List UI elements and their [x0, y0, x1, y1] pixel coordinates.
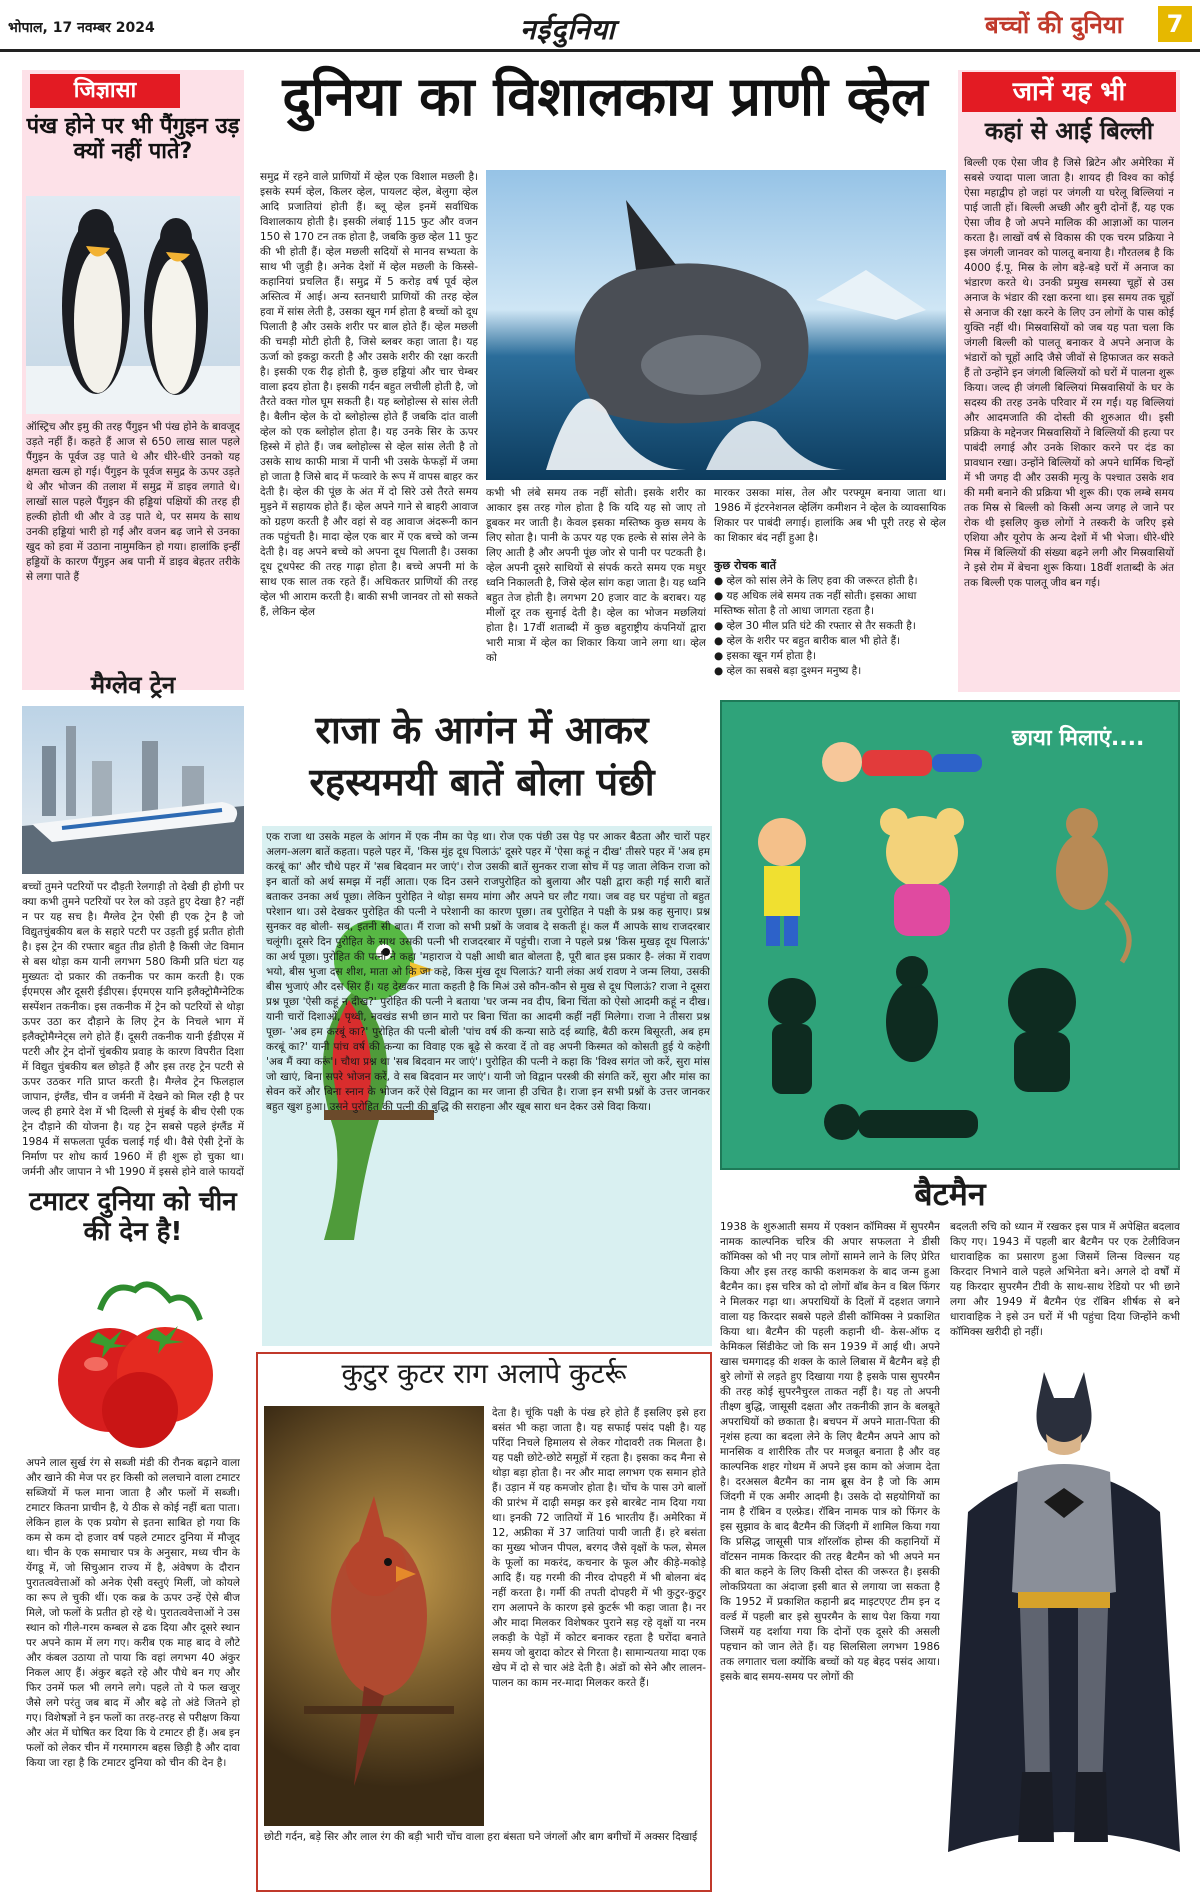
edition-date: भोपाल, 17 नवम्बर 2024: [8, 20, 155, 36]
whale-image: [486, 170, 946, 480]
page-number: 7: [1158, 6, 1192, 42]
whale-fact-item: ● व्हेल के शरीर पर बहुत बारीक बाल भी होते हैं।: [714, 635, 901, 647]
tomato-title: टमाटर दुनिया को चीन की देन है!: [29, 1187, 237, 1247]
whale-fact-text: व्हेल का सबसे बड़ा दुश्मन मनुष्य है।: [726, 665, 862, 677]
whale-body-col3: मारकर उसका मांस, तेल और परफ्यूम बनाया जाता था। 1986 में इंटरनेशनल व्हेलिंग कमीशन ने व्हेल के व्यावसायिक शिकार पर पाबंदी लगाई। हालांकि अब भी पूरी तरह से व्हेल का शिकार बंद नहीं हुआ है।: [714, 487, 946, 544]
batman-image: [948, 1372, 1180, 1892]
shadow-puzzle: [720, 700, 1180, 1170]
cartoon-boy-figure: [758, 818, 806, 946]
masthead-logo: नईदुनिया: [520, 13, 616, 46]
silhouette-2: [886, 956, 938, 1062]
cat-body: बिल्ली एक ऐसा जीव है जिसे ब्रिटेन और अमेरिका में सबसे ज्यादा पाला जाता है। शायद ही विश्व का कोई ऐसा महाद्वीप हो जहां पर जंगली या घरेलू बिल्लियां न पाई जाती हों। बिल्ली अच्छी और बुरी दोनों हैं, यह एक ऐसा जीव है जो अपने मालिक की आज्ञाओं का पालन करता है। लाखों वर्ष से विकास की एक चरम प्रक्रिया ने इस जंगली जानवर को पालतू बनाया है। गौरतलब है कि 4000 ई.पू. मिस्र के लोग बड़े-बड़े घरों में अनाज का भंडारण करते थे। उनकी प्रमुख समस्या चूहों से उस अनाज के भंडार की रक्षा करना था। इस समय तक चूहों से अनाज की रक्षा करने के लिए उन लोगों के पास कोई युक्ति नहीं थी। मिस्रवासियों को जब यह पता चला कि जंगली बिल्ली को पालतू बनाकर वे अपने अनाज के भंडारों को चूहों आदि जैसे जीवों से हिफाजत कर सकते हैं तो उन्होंने इन जंगली बिल्लियों को घरों में पालना शुरू किया। जल्द ही जंगली बिल्लियां मिस्रवासियों के घर के सदस्य की तरह उनके परिवार में रम गईं। यह बिल्लियां और आदमजाति की दोस्ती की शुरुआत थी। इसी प्रक्रिया के मद्देनजर मिस्रवासियों ने बिल्लियों की हत्या पर पाबंदी लगाई और उनके शिकार करने पर दंड का प्रावधान रखा। उन्होंने बिल्लियों को अपने धार्मिक चिन्हों में भी जगह दी और उसकी मृत्यु के पश्चात उसके शव की ममी बनाने की प्रक्रिया भी शुरू की। एक लम्बे समय तक मिस्र से बिल्ली को किसी अन्य जगह ले जाने पर रोक थी इसलिए कुछ लोगों ने तस्करी के जरिए इसे एशिया और यूरोप के अन्य देशों में भी भेजा। धीरे-धीरे मिस्र में बिल्लियों की संख्या बढ़ने लगी और मिस्रवासियों ने इसे रोम में बेचना शुरू किया। 18वीं शताब्दी के अंत तक बिल्ली एक पालतू जीव बन गई।: [964, 157, 1174, 589]
whale-fact-item: ● व्हेल को सांस लेने के लिए हवा की जरूरत होती है।: [714, 575, 918, 587]
batman-title: बैटमैन: [914, 1175, 986, 1213]
rat-figure: [1056, 808, 1129, 962]
maglev-title: मैग्लेव ट्रेन: [90, 671, 176, 699]
penguin-image: [26, 196, 240, 414]
silhouette-1: [768, 978, 816, 1094]
whale-body-col1: समुद्र में रहने वाले प्राणियों में व्हेल एक विशाल मछली है। इसके स्पर्म व्हेल, किलर व्हेल, पायलट व्हेल, बेलुगा व्हेल आदि प्रजातियां होती हैं। ब्लू व्हेल इनमें सर्वाधिक विशालकाय होती है। इसकी लंबाई 115 फुट और वजन 150 से 170 टन तक होता है, जबकि कुछ व्हेल 11 फुट की भी होती हैं। व्हेल मछली सदियों से मानव सभ्यता के साथ भी जुड़ी है। अनेक देशों में व्हेल मछली के किस्से-कहानियां प्रचलित हैं। समुद्र में 5 करोड़ वर्ष पूर्व व्हेल अस्तित्व में आई। अन्य स्तनधारी प्राणियों की तरह व्हेल हवा में सांस लेती है, उसका खून गर्म होता है बच्चों को दूध पिलाती है और उसके शरीर पर बाल होते हैं। व्हेल मछली की चमड़ी मोटी होती है, जिसे ब्लबर कहा जाता है। यह ऊर्जा को इकट्ठा करती है और उसके शरीर की रक्षा करती है। इसकी एक रीढ़ होती है, कुछ हड्डियां और चार चेम्बर वाला ह्रदय होता है। इसकी गर्दन बहुत लचीली होती है, जो तैरते वक्त गोल घूम सकती है। यह ब्लोहोल्स से सांस लेती है। बैलीन व्हेल के दो ब्लोहोल्स होते हैं जबकि दांत वाली व्हेल को एक ब्लोहोल होता है। यह उनके सिर के ऊपर हिस्से में होते हैं। जब ब्लोहोल्स से व्हेल सांस लेती है तो उसके साथ काफी मात्रा में पानी भी उसके फेफड़ों में जमा हो जाता है जिसे बाद में फव्वारे के रूप में वापस बाहर कर देती है। व्हेल की पूंछ के अंत में दो सिरे उसे तैरते समय मुड़ने में सहायक होते हैं। व्हेल अपने गाने से बाहरी आवाज को ग्रहण करती है और वहां से वह आवाज अंदरूनी कान तक पहुंचती है। मादा व्हेल एक बार में एक बच्चे को जन्म देती है। वह अपने बच्चे को अपना दूध पिलाती है। उसका दूध टूथपेस्ट की तरह गाढ़ा होता है। बच्चे अपनी मां के साथ एक साल तक रहते हैं। अधिकतर प्राणियों की तरह व्हेल भी आराम करती है। बाकी सभी जानवर तो सो सकते हैं, लेकिन व्हेल: [260, 171, 478, 618]
whale-body-col2: कभी भी लंबे समय तक नहीं सोती। इसके शरीर का आकार इस तरह गोल होता है कि यदि यह सो जाए तो डूबकर मर जाती है। केवल इसका मस्तिष्क कुछ समय के लिए सोता है। पानी के ऊपर यह एक हल्के से सांस लेने के लिए आती है और अपनी पूंछ जोर से पानी पर पटकती है। व्हेल अपनी दूसरे साथियों से संपर्क करते समय एक मधुर ध्वनि निकालती है, जिसे व्हेल सांग कहा जाता है। यह ध्वनि बहुत तेज होती है। लगभग 20 हजार वाट के बराबर। यह मीलों दूर तक सुनाई देती है। व्हेल का भोजन मछलियां होता है। 17वीं शताब्दी में कुछ बहुराष्ट्रीय कंपनियों द्वारा भारी मात्रा में व्हेल का शिकार किया जाने लगा था। व्हेल को: [486, 487, 706, 664]
silhouette-4: [824, 1104, 978, 1140]
jigyasa-label: जिज्ञासा: [30, 74, 180, 108]
shadow-puzzle-title: छाया मिलाएं....: [1012, 726, 1145, 751]
cat-title: कहां से आई बिल्ली: [984, 117, 1154, 145]
tomato-image: [40, 1280, 230, 1450]
whale-fact-item: ● इसका खून गर्म होता है।: [714, 650, 817, 662]
batman-body: 1938 के शुरुआती समय में एक्शन कॉमिक्स में सुपरमैन नामक काल्पनिक चरित्र की अपार सफलता ने डीसी कॉमिक्स को भी नए पात्र लोगों सामने लाने के लिए प्रेरित किया और इस तरह काफी कशमकश के बाद जन्म हुआ बैटमैन का। इस चरित्र को दो लोगों बॉब केन व बिल फिंगर ने मिलकर गढ़ा था। अपराधियों के दिलों में दहशत जगाने वाला यह किरदार सबसे पहले डीसी कॉमिक्स ने प्रकाशित किया था। बैटमैन की पहली कहानी थी- केस-ऑफ द केमिकल सिंडीकेट जो कि सन 1939 में आई थी। अपने खास चमगादड़ की शक्ल के काले लिबास में बैटमैन बड़े ही बुरे लोगों से लड़ते हुए दिखाया गया है इसके पास सुपरमैन की तरह कोई सुपरनैचुरल ताकत नहीं है। यह तो अपनी तीक्ष्ण बुद्धि, जासूसी दक्षता और तकनीकी ज्ञान के बलबूते अपराधियों को छकाता है। बचपन में अपने माता-पिता की नृशंस हत्या का बदला लेने के लिए बैटमैन अपने आप को मानसिक व शारीरिक तौर पर मजबूत बनाता है और वह काल्पनिक शहर गोथम में अपने इस काम को अंजाम देता है। दरअसल बैटमैन का नाम ब्रूस वेन है जो कि आम जिंदगी में एक अमीर आदमी है। उसके दो सहयोगियों का नाम है रॉबिन व एल्फ्रेड। रॉबिन नामक पात्र को फिंगर के इस सुझाव के बाद बैटमैन की जिंदगी में शामिल किया गया कि प्रसिद्ध जासूसी पात्र शॉरलॉक होम्स की कहानियों में वॉटसन नामक किरदार की तरह बैटमैन को भी अपने मन की बात कहने के लिए किसी दोस्त की जरूरत है। इसकी लोकप्रियता का अंदाजा इसी बात से लगाया जा सकता है कि 1952 में प्रकाशित कहानी ब्रद माइटएएट टीम इन द वर्ल्ड में पहली बार इसे सुपरमैन के साथ पेश किया गया जिसमें यह दर्शाया गया कि दोनों एक दूसरे की असली पहचान को जान लेते हैं। यह सिलसिला लगभग 1986 तक लगातार चला क्योंकि बच्चों को यह बेहद पसंद आया। इसके बाद समय-समय पर लोगों की: [720, 1221, 940, 1683]
raja-title-line1: राजा के आगंन में आकर: [315, 708, 649, 752]
kutur-caption: छोटी गर्दन, बड़े सिर और लाल रंग की बड़ी भारी चोंच वाला हरा बंसता घने जंगलों और बाग बगीचों में अक्सर दिखाई: [264, 1831, 698, 1843]
whale-fact-item: ● व्हेल का सबसे बड़ा दुश्मन मनुष्य है।: [714, 665, 862, 677]
batman-body-col2: बदलती रुचि को ध्यान में रखकर इस पात्र में अपेक्षित बदलाव किए गए। 1943 में पहली बार बैटमैन पर एक टेलीविजन धारावाहिक का प्रसारण हुआ जिसमें लिन्स विल्सन यह किरदार निभाने वाले पहले अभिनेता बने। अगले दो वर्षों में यह किरदार सुपरमैन टीवी के साथ-साथ रेडियो पर भी छाने लगा और 1949 में बैटमैन एंड रॉबिन शीर्षक से बने धारावाहिक ने इसे उन घरों में भी पहुंचा दिया जिन्होंने कभी कॉमिक्स खरीदी हो नहीं।: [950, 1221, 1180, 1338]
penguin-title: पंख होने पर भी पैंगुइन उड़ क्यों नहीं पाते?: [26, 114, 240, 165]
whale-fact-text: व्हेल को सांस लेने के लिए हवा की जरूरत होती है।: [726, 575, 918, 587]
teddy-bear-figure: [880, 808, 964, 936]
raja-title-line2: रहस्यमयी बातें बोला पंछी: [309, 760, 655, 804]
whale-title: दुनिया का विशालकाय प्राणी व्हेल: [282, 65, 928, 128]
kutur-title: कुटुर कुटर राग अलापे कुटर्रू: [341, 1357, 627, 1390]
whale-fact-item: ● व्हेल 30 मील प्रति घंटे की रफ्तार से तैर सकती है।: [714, 620, 916, 632]
maglev-image: [22, 706, 244, 874]
whale-facts-list: [714, 574, 946, 690]
whale-fact-text: व्हेल 30 मील प्रति घंटे की रफ्तार से तैर सकती है।: [726, 620, 916, 632]
whale-fact-text: यह अधिक लंबे समय तक नहीं सोती। इसका आधा मस्तिष्क सोता है तो आधा जागता रहता है।: [714, 590, 917, 617]
page-header: [0, 0, 1200, 52]
maglev-body: बच्चों तुमने पटरियों पर दौड़ती रेलगाड़ी तो देखी ही होगी पर क्या कभी तुमने पटरियों पर रेल को उड़ते हुए देखा है? नहीं न पर यह सच है। मैग्लेव ट्रेन ऐसी ही एक ट्रेन है जो विद्युतचुंबकीय बल के सहारे पटरी पर उड़ती हुई प्रतीत होती है। इस ट्रेन की रफ्तार बहुत तीव्र होती है किसी जेट विमान से बस थोड़ा कम यानी लगभग 580 किमी प्रति घंटा यह मुख्यतः दो प्रकार की तकनीक पर काम करती है। एक ईएमएस और दूसरी ईडीएस। ईएमएस यानि इलैक्ट्रोमैग्नेटिक सस्पेंशन तकनीक। इस तकनीक में ट्रेन को पटरियों से थोड़ा ऊपर उठा कर दौड़ाने के लिए ट्रेन के निचले भाग में इलैक्ट्रोमैग्नेट्स लगे होते हैं। दूसरी तकनीक यानी ईडीएस में पटरी और ट्रेन दोनों चुंबकीय प्रवाह के कारण विपरीत दिशा में विद्युत चुंबकीय बल छोड़ते हैं और इस तरह ट्रेन पटरी से ऊपर उठकर गति प्राप्त करती है। मैग्लेव ट्रेन फिलहाल जापान, इंग्लैंड, चीन व जर्मनी में देखने को मिल रही है पर जल्द ही हमारे देश में भी दिल्ली से मुंबई के बीच ऐसी एक ट्रेन दौड़ाने की योजना है। यह ट्रेन सबसे पहले इंग्लैंड में 1984 में सफलता पूर्वक चलाई गई थी। वैसे ऐसी ट्रेनों के निर्माण पर शोध कार्य 1960 में ही शुरू हो चुका था। जर्मनी और जापान ने भी 1990 में इससे होने वाले फायदों: [22, 881, 244, 1178]
penguin-body: ऑस्ट्रिच और इमु की तरह पैंगुइन भी पंख होने के बावजूद उड़ते नहीं हैं। कहते हैं आज से 650 लाख साल पहले पैंगुइन के पूर्वज उड़ पाते थे और धीरे-धीरे उनको यह क्षमता खत्म हो गई। पैंगुइन के पूर्वज समुद्र के ऊपर उड़ते थे और भोजन की तलाश में समुद्र में डाइव लगाते थे। लाखों साल पहले पैंगुइन की हड्डियां पक्षियों की तरह ही हल्की होती थी और वे उड़ पाते थे, पर समय के साथ उनकी हड्डियां भारी हो गईं और वजन बढ़ जाने से उनका खुद को हवा में उठाना नामुमकिन हो गया। हालांकि इन्हीं हड्डियों के कारण पैंगुइन अब पानी में डाइव बेहतर तरीके से लगा पाते हैं: [26, 421, 240, 583]
jane-yah-bhi-label: जानें यह भी: [962, 72, 1176, 112]
whale-facts-title: कुछ रोचक बातें: [714, 559, 776, 572]
silhouette-3: [1008, 968, 1076, 1092]
whale-fact-text: व्हेल के शरीर पर बहुत बारीक बाल भी होते हैं।: [726, 635, 901, 647]
kutur-body: देता है। चूंकि पक्षी के पंख हरे होते हैं इसलिए इसे हरा बसंत भी कहा जाता है। यह सफाई पसंद पक्षी है। यह परिंदा निचले हिमालय से लेकर गोदावरी तक मिलता है। यह पक्षी छोटे-छोटे समूहों में रहता है। इसका कद मैना से थोड़ा बड़ा होता है। नर और मादा लगभग एक समान होते हैं। उड़ान में यह कमजोर होता है। चोंच के पास उगे बालों की प्रारंभ में दाढ़ी समझ कर इसे बारबेट नाम दिया गया था। इनकी 72 जातियों में 16 भारतीय हैं। अमेरिका में 12, अफ्रीका में 37 जातियां पायी जाती हैं। हरे बसंता का मुख्य भोजन पीपल, बरगद जैसे वृक्षों के फल, सेमल के फूलों का मकरंद, कचनार के फूल और कीड़े-मकोड़े आदि हैं। यह गरमी की नीरव दोपहरी में भी बोलना बंद नहीं करता है। गर्मी की तपती दोपहरी में भी कुटुर-कुटुर राग अलापने के कारण इसे कुटर्रू भी कहा जाता है। नर और मादा मिलकर विशेषकर पुराने सड़ रहे वृक्षों या नरम लकड़ी के पेड़ों में कोटर बनाकर रहता है घरोंदा बनाते समय जो बुरादा कोटर से गिरता है। सामान्यतया मादा एक खेप में दो से चार अंडे देती है। अंडों को सेने और लालन-पालन का काम नर-मादा मिलकर करते हैं।: [492, 1407, 706, 1689]
tomato-body: अपने लाल सुर्ख रंग से सब्जी मंडी की रौनक बढ़ाने वाला और खाने की मेज पर हर किसी को ललचाने वाला टमाटर सब्जियों में फल माना जाता है और फलों में सब्जी। टमाटर कितना प्राचीन है, ये ठीक से कोई नहीं बता पाता। लेकिन हाल के एक प्रयोग से इतना साबित हो गया कि कम से कम दो हजार वर्ष पहले टमाटर दुनिया में मौजूद था। चीन के एक समाचार पत्र के अनुसार, मध्य चीन के येंगडू में, जो सिचुआन राज्य में है, अंवेषण के दौरान पुरातत्ववेत्ताओं को अनेक ऐसी वस्तुएं मिलीं, जो कोयले का रूप ले चुकी थीं। एक कब्र के ऊपर उन्हें ऐसे बीज मिले, जो फलों के प्रतीत हो रहे थे। पुरातत्ववेत्ताओं ने उस स्थान को गीले-गरम कम्बल से ढक दिया और दूसरे स्थान पर अपने काम में लग गए। करीब एक माह बाद वे लौटे और कंबल उठाया तो पाया कि वहां लगभग 40 अंकुर निकल आए हैं। अंकुर बढ़ते रहे और पौधे बन गए और फिर उनमें फल भी लगने लगे। पहले तो ये फल खजूर जैसे लगे परंतु जब बाद में और बढ़े तो अंडे जितने हो गए। विशेषज्ञों ने इन फलों का तरह-तरह से परीक्षण किया और अंत में घोषित कर दिया कि ये टमाटर ही हैं। अब इन फलों को लेकर चीन में गरमागरम बहस छिड़ी है और दावा किया जा रहा है कि टमाटर दुनिया को चीन की देन है।: [26, 1457, 240, 1769]
whale-fact-item: ● यह अधिक लंबे समय तक नहीं सोती। इसका आधा मस्तिष्क सोता है तो आधा जागता रहता है।: [714, 590, 917, 617]
whale-fact-text: इसका खून गर्म होता है।: [726, 650, 817, 662]
section-title: बच्चों की दुनिया: [985, 11, 1123, 39]
boy-sleeping-figure: [822, 742, 982, 782]
shadow-puzzle-art: [722, 702, 1178, 1168]
cardinal-bird-image: [264, 1406, 484, 1826]
raja-story-body: एक राजा था उसके महल के आंगन में एक नीम का पेड़ था। रोज एक पंछी उस पेड़ पर आकर बैठता और चारों पहर अलग-अलग बातें कहता। पहले पहर में, 'किस मुंह दूध पिलाऊं' दूसरे पहर में 'ऐसा कहूं न दीख' तीसरे पहर में 'अब हम करबूं का' और चौथे पहर में 'सब बिदवान मर जाएं'। रोज उसकी बातें सुनकर राजा सोच में पड़ जाता लेकिन राजा को इन बातों को अर्थ समझ में नहीं आता। एक दिन उसने राजपुरोहित को बुलाया और पक्षी द्वारा कही गई सारी बातें बताकर उनका अर्थ पूछा। लेकिन पुरोहित ने थोड़ा समय मांगा और अपने घर लौट गया। जब वह घर पहुंचा तो बहुत परेशान था। उसे देखकर पुरोहित की पत्नी ने परेशानी का कारण पूछा। तब पुरोहित ने पक्षी के प्रश्न कह सुनाए। प्रश्न सुनकर वह बोली- सब, इतनी सी बात। मैं राजा को सभी प्रश्नों के जवाब दे सकती हूं। कल मैं आपके साथ राजदरबार चलूंगी। दूसरे दिन पुरोहित के साथ उसकी पत्नी भी राजदरबार में पहुंची। राजा ने पहले प्रश्न 'किस मुखड़ दूध पिलाऊं' का अर्थ पूछा। पुरोहित की पत्नी ने कहा 'महाराज ये पक्षी आधी बात बोलता है, पूरी बात इस प्रकार है- लंका में रावण भयो, बीस भुजा दस शीश, माता ओ कि जा कहे, किस मुंख दूध पिलाऊं? यानी लंका अर्थ रावण ने जन्म लिया, उसकी बीस भुजाएं और दस सिर हैं। यह देखकर माता कहती है कि मिअं उसे कौन-कौन से मुख से दूध पिलाऊं? राजा ने दूसरा प्रश्न पूछा 'ऐसी कहूं न दीख?' पुरोहित की पत्नी ने बताया 'घर जन्म नव दीप, बिना चिंता को ऐसो आदमी कहूं न दीख। यानी चारों दिशाओं, पृथ्वी, नवखंड सभी छान मारो पर बिना चिंता का आदमी कहीं नहीं मिलेगा। राजा ने तीसरा प्रश्न पूछा- 'अब हम करबूं का?' पुरोहित की पत्नी बोली 'पांच वर्ष की कन्या साठे दई ब्याहि, बैठी करम बिसूरती, अब हम करबूं का?' यानी पांच वर्ष की कन्या का विवाह एक बूढ़े से करवा दें तो वह अपनी किस्मत को कोसती हुई ये कहेगी 'अब मैं क्या करूं'। चौथा प्रश्न था 'सब बिदवान मर जाएं'। पुरोहित की पत्नी ने कहा कि 'विश्व सगंत जो करें, सुरा मांस जो खाएं, बिना सपरे भोजन करें, वे सब बिदवान मर जाएं'। यानी जो विद्वान परस्त्री की संगति करें, सुरा और मांस का सेवन करें और बिना स्नान के भोजन करें ऐसे विद्वान का मर जाना ही उचित है। राजा इन सभी प्रश्नों के उत्तर जानकर बहुत खुश हुआ। उसने पुरोहित की पत्नी की बुद्धि की सराहना और खूब सारा धन देकर उसे विदा किया।: [266, 831, 710, 1113]
